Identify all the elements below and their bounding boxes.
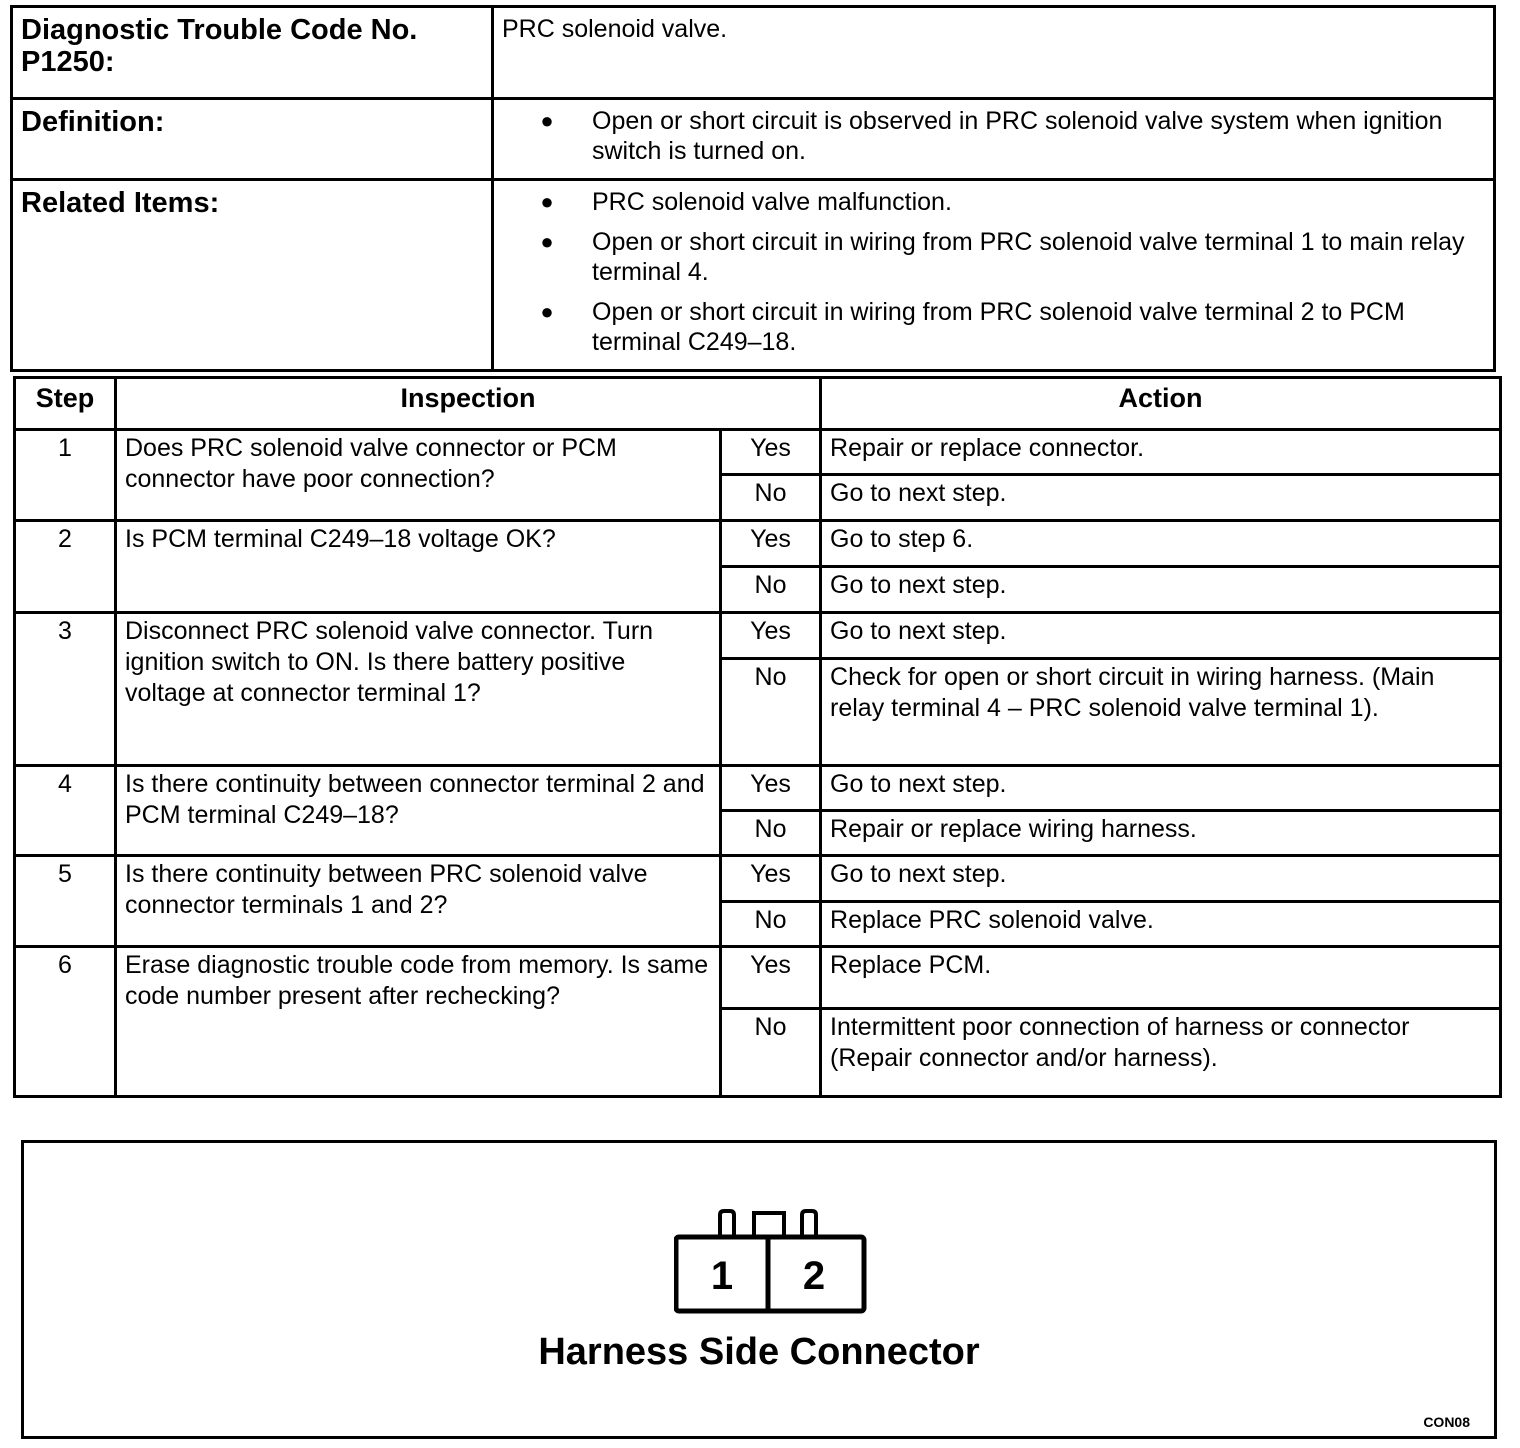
inspection-text: Is there continuity between connector terminal 2 and PCM terminal C249–18?	[116, 766, 721, 856]
yes-label: Yes	[721, 766, 821, 811]
bullet-icon: ●	[540, 299, 554, 324]
bullet-icon: ●	[540, 108, 554, 133]
definition-item: ● Open or short circuit is observed in PRC solenoid valve system when ignition switch is turned on.	[502, 106, 1485, 172]
bullet-icon: ●	[540, 229, 554, 254]
yes-action: Replace PCM.	[821, 947, 1501, 1009]
inspection-text: Disconnect PRC solenoid valve connector. Turn ignition switch to ON. Is there battery positive voltage at connector terminal 1?	[116, 613, 721, 766]
definition-label: Definition:	[12, 99, 493, 180]
related-item: ● PRC solenoid valve malfunction.	[502, 187, 1485, 227]
connector-figure	[21, 1140, 1497, 1439]
related-label: Related Items:	[12, 180, 493, 371]
related-item: ● Open or short circuit in wiring from PRC solenoid valve terminal 2 to PCM terminal C249–18.	[502, 297, 1485, 363]
step-number: 6	[15, 947, 116, 1097]
step-number: 4	[15, 766, 116, 856]
diagnostic-steps-table	[13, 376, 1502, 1098]
no-label: No	[721, 567, 821, 613]
table-row	[15, 613, 1501, 659]
no-label: No	[721, 1009, 821, 1097]
no-label: No	[721, 475, 821, 521]
header-inspection: Inspection	[116, 378, 821, 430]
harness-connector-icon	[674, 1207, 894, 1317]
related-item: ● Open or short circuit in wiring from PRC solenoid valve terminal 1 to main relay terminal 4.	[502, 227, 1485, 297]
step-number: 1	[15, 430, 116, 521]
no-label: No	[721, 902, 821, 947]
inspection-text: Erase diagnostic trouble code from memory. Is same code number present after rechecking?	[116, 947, 721, 1097]
header-step: Step	[15, 378, 116, 430]
bullet-icon: ●	[540, 189, 554, 214]
table-row	[15, 856, 1501, 902]
inspection-text: Does PRC solenoid valve connector or PCM connector have poor connection?	[116, 430, 721, 521]
step-number: 3	[15, 613, 116, 766]
definition-value	[493, 99, 1495, 180]
related-items	[493, 180, 1495, 371]
no-action: Replace PRC solenoid valve.	[821, 902, 1501, 947]
yes-action: Repair or replace connector.	[821, 430, 1501, 475]
yes-action: Go to next step.	[821, 766, 1501, 811]
no-label: No	[721, 811, 821, 856]
no-action: Intermittent poor connection of harness or connector (Repair connector and/or harness).	[821, 1009, 1501, 1097]
no-action: Go to next step.	[821, 475, 1501, 521]
dtc-value: PRC solenoid valve.	[493, 7, 1495, 99]
figure-caption: Harness Side Connector	[538, 1331, 980, 1373]
table-row	[15, 430, 1501, 475]
table-row	[15, 521, 1501, 567]
pin-1-label: 1	[710, 1254, 734, 1298]
header-action: Action	[821, 378, 1501, 430]
yes-label: Yes	[721, 947, 821, 1009]
inspection-text: Is there continuity between PRC solenoid valve connector terminals 1 and 2?	[116, 856, 721, 947]
no-action: Check for open or short circuit in wiring harness. (Main relay terminal 4 – PRC solenoid valve terminal 1).	[821, 659, 1501, 766]
yes-label: Yes	[721, 430, 821, 475]
dtc-label: Diagnostic Trouble Code No. P1250:	[12, 7, 493, 99]
pin-2-label: 2	[802, 1254, 826, 1298]
yes-label: Yes	[721, 613, 821, 659]
no-action: Repair or replace wiring harness.	[821, 811, 1501, 856]
figure-code: CON08	[1423, 1414, 1470, 1430]
yes-label: Yes	[721, 856, 821, 902]
yes-action: Go to next step.	[821, 613, 1501, 659]
table-row	[15, 766, 1501, 811]
yes-label: Yes	[721, 521, 821, 567]
yes-action: Go to next step.	[821, 856, 1501, 902]
yes-action: Go to step 6.	[821, 521, 1501, 567]
dtc-info-table	[10, 5, 1496, 372]
step-number: 5	[15, 856, 116, 947]
table-row	[15, 947, 1501, 1009]
no-action: Go to next step.	[821, 567, 1501, 613]
inspection-text: Is PCM terminal C249–18 voltage OK?	[116, 521, 721, 613]
no-label: No	[721, 659, 821, 766]
step-number: 2	[15, 521, 116, 613]
